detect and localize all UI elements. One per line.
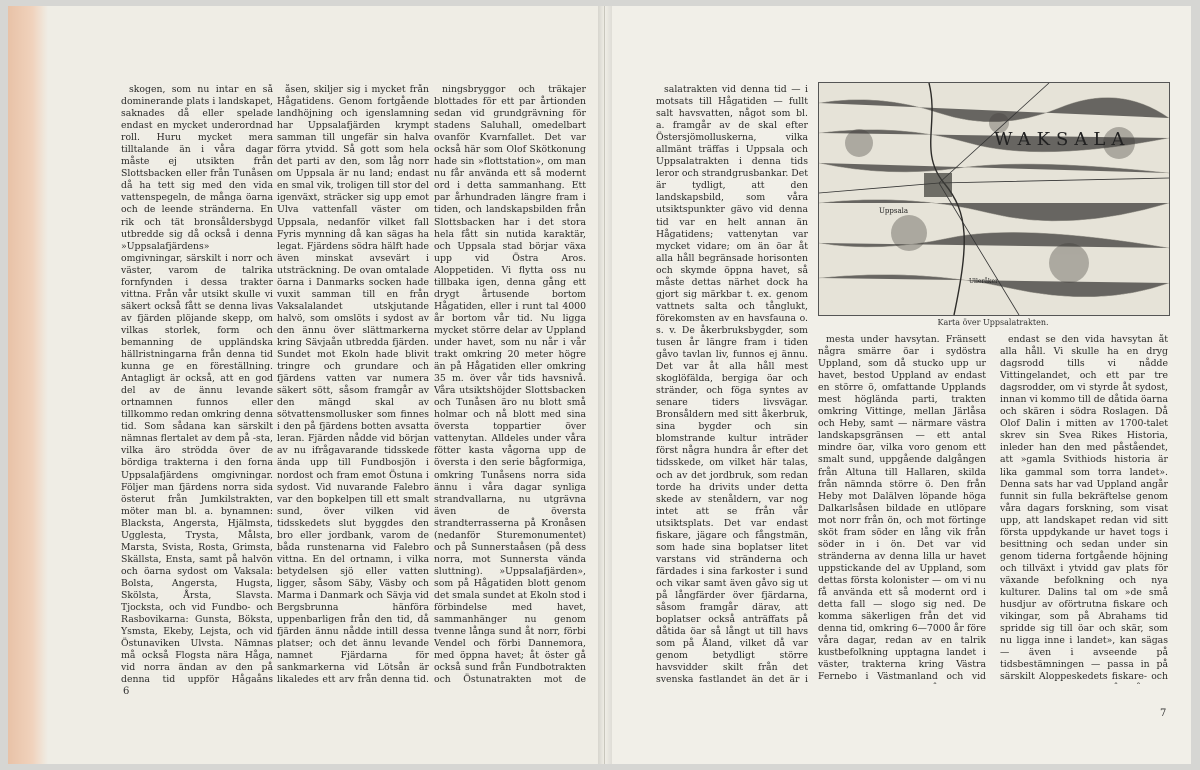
map-label-region: WAKSALA <box>994 129 1131 150</box>
map-label-place: Ulleråker <box>969 278 998 285</box>
column-text: ningsbryggor och träkajer blottades för ett par årtionden sedan vid grundgrävning för stadens Saluhall, omedelbart ovanför Kvarnfallet. Det var också här som Olof Skötkonung hade sin »flottstation», om man nu får använda ett så modernt ord i detta sammanhang. Ett par århundraden längre fram i tiden, och landskapsbilden från Slottsbacken har i det stora hela fått sin nutida karaktär, och Uppsala stad börjar växa upp vid Östra Aros. Aloppetiden. Vi flytta oss nu tillbaka igen, denna gång ett drygt årtusende bortom Hågatiden, eller i runt tal 4000 år bortom vår tid. Nu ligga mycket större delar av Uppland under havet, som nu når i vår trakt omkring 20 meter högre än på Hågatiden eller omkring 35 m. över vår tids havsnivå. Våra utsiktshöjder Slottsbacken och Tunåsen äro nu blott små holmar och nå blott med sina översta toppartier över vattenytan. Alldeles under våra fötter kasta vågorna upp de översta i den serie bågformiga, omkring Tunåsens norra sida ännu i våra dagar synliga strandvallarna, nu utgrävna även de översta strandterrasserna på Kronåsen (nedanför Sturemonumentet) och på Sunnerstaåsen (på dess norra, mot Sunnersta vända sluttning). »Uppsalafjärden», som på Hågatiden blott genom det smala sundet at Ekoln stod i förbindelse med havet, sammanhänger nu genom tvenne långa sund åt norr, förbi Vendel och förbi Dannemora, med öppna havet; åt öster gå också sund från Fundbotrakten och Östunatrakten mot de <box>434 84 586 684</box>
page-number-left: 6 <box>123 686 130 697</box>
column-text: mesta under havsytan. Fränsett några smärre öar i sydöstra Uppland, som då stucko upp ur havet, bestod Uppland av endast en större ö, omfattande Upplands mest höglända parti, trakten omkring Vittinge, mellan Järlåsa och Heby, samt — närmare västra landskapsgränsen — ett antal mindre öar, vilka voro genom ett smalt sund, uppgående dalgången från Altuna till Hallaren, skilda från nämnda större ö. Den från Heby mot Dalälven löpande höga Dalkarlsåsen bildade en utlöpare mot norr från ön, och mot förtinge sköt fram söder en lång vik från söder in i ön. Det var vid stränderna av denna lilla ur havet uppstickande del av Uppland, som dettas första kolonister — om vi nu få använda ett så modernt ord i detta fall — slogo sig ned. De komma säkerligen från det vid denna tid, omkring 6—7000 år före våra dagar, redan av en talrik kustbefolkning upptagna landet i väster, trakterna kring Västra Fernebo i Västmanland och vid <box>818 334 986 683</box>
left-page-edge <box>8 6 48 764</box>
map-figure <box>818 82 1170 316</box>
text-column-6 <box>1000 334 1168 684</box>
column-text: salatrakten vid denna tid — i motsats till Hågatiden — fullt salt havsvatten, något som bl. a. framgår av de skal efter Östersjömolluskerna, vilka allmänt träffas i Uppsala och Uppsalatrakten i denna tids leror och strandgrusbankar. Det är tydligt, att den landskapsbild, som våra utsiktspunkter gävo vid denna tid var en helt annan än Hågatidens; vattenytan var mycket vidare; om än öar åt alla håll begränsade horisonten och skymde öppna havet, så måste dettas närhet dock ha gjort sig märkbar t. ex. genom vattnets salta och tånglukt, förekomsten av en havsfauna o. s. v. De åkerbruksbygder, som tusen år längre fram i tiden gåvo tavlan liv, funnos ej ännu. Det var åt alla håll mest skoglöfälda, bergiga öar och stränder, och föga syntes av senare tiders livsvägar. Bronsåldern med sitt åkerbruk, sina bygder och sin blomstrande kultur inträder först några hundra år efter det tidsskede, om vilket här talas, och av det jordbruk, som redan torde ha drivits under detta skede av stenåldern, var nog intet att se från vår utsiktsplats. Det var endast fiskare, jägare och fångstmän, som hade sina boplatser litet varstans vid stränderna och färdades i sina farkoster i sund och vikar samt även gåvo sig ut på långfärder över fjärdarna, såsom framgår därav, att boplatser också anträffats på dåtida öar så långt ut till havs som på Åland, vilket då var genom betydligt större havsvidder skilt från det svenska fastlandet än det är i <box>656 84 808 684</box>
text-column-5 <box>818 334 986 684</box>
text-column-2 <box>277 84 429 684</box>
book-gutter <box>598 6 612 764</box>
text-column-4 <box>656 84 808 684</box>
column-text: skogen, som nu intar en så dominerande plats i landskapet, saknades då eller spelade endast en mycket underordnad roll. Huru mycket mera tilltalande än i våra dagar måste ej utsikten från Slottsbacken eller från Tunåsen då ha tett sig med den vida vattenspegeln, de många öarna och de leende stränderna. En rik och tät bronsåldersbygd utbredde sig då också i denna »Uppsalafjärdens» omgivningar, särskilt i norr och väster, varom de talrika fornfynden i dessa trakter vittna. Från vår utsikt skulle vi säkert också fått se denna livas av fjärden plöjande skepp, om vilkas storlek, form och bemanning de uppländska hällristningarna från denna tid kunna ge en föreställning. Antagligt är också, att en god del av de ännu levande ortnamnen funnos eller tillkommo redan omkring denna tid. Som sådana kan särskilt nämnas flertalet av dem på -sta, vilka äro strödda över de bördiga trakterna i den forna Uppsalafjärdens omgivningar. Följer man fjärdens norra sida österut från Jumkilstrakten, möter man bl. a. bynamnen: Blacksta, Angersta, Hjälmsta, Ugglesta, Trysta, Målsta, Marsta, Svista, Rosta, Grimsta, Skällsta, Ensta, samt på halvön och öarna sydost om Vaksala: Bolsta, Angersta, Hugsta, Skölsta, Årsta, Slavsta. Tjocksta, och vid Fundbo- och Rasbovikarna: Gunsta, Böksta, Ysmsta, Ekeby, Lejsta, och vid Östunaviken Ulvsta. Nämnas må också Flogsta nära Håga, vid norra ändan av den på denna tid uppför Hågaåns <box>121 84 273 684</box>
page-number-right: 7 <box>1160 708 1167 719</box>
map-illustration <box>819 83 1169 315</box>
map-caption: Karta över Uppsalatrakten. <box>937 318 1049 327</box>
text-column-1 <box>121 84 273 684</box>
text-column-3 <box>434 84 586 684</box>
column-text: åsen, skiljer sig i mycket från Hågatidens. Genom fortgående landhöjning och igenslamning har Uppsalafjärden krympt samman till ungefär sin halva förra ytvidd. Så gott som hela det parti av den, som låg norr om Uppsala är nu land; endast en smal vik, troligen till stor del igenväxt, sträcker sig upp emot Ulva vattenfall väster om Uppsala, nedanför vilket fall Fyris mynning då kan sägas ha legat. Fjärdens södra hälft hade även minskat avsevärt i utsträckning. De ovan omtalade öarna i Danmarks socken hade vuxit samman till en från Vaksalalandet utskjutande halvö, som omslöts i sydost av den ännu över slättmarkerna kring Sävjaån utbredda fjärden. Sundet mot Ekoln hade blivit tringre och grundare och fjärdens vatten var numera säkert sött, såsom framgår av den mängd skal av sötvattensmollusker som finnes i den på fjärdens botten avsatta leran. Fjärden nådde vid början av nu ifrågavarande tidsskede ända upp till Fundbosjön i nordost och fram emot Östuna i sydost. Vid nuvarande Falebro var den bopkelpen till ett smalt sund, över vilken vid tidsskedets slut byggdes den bro eller jordbank, varom de båda runstenarna vid Falebro vittna. En del ortnamn, i vilka betydelsen sjö eller vatten ligger, såsom Säby, Väsby och Marma i Danmark och Sävja vid Bergsbrunna hänföra uppenbarligen från den tid, då fjärden ännu nådde intill dessa platser; och det ännu levande namnet Fjärdarna för sankmarkerna vid Lötsån är likaledes ett arv från denna tid. <box>277 84 429 684</box>
map-label-town: Uppsala <box>879 207 909 215</box>
column-text: endast se den vida havsytan åt alla håll. Vi skulle ha en dryg dagsrodd tills vi nådde Vittingelandet, och ett par tre dagsrodder, om vi styrde åt sydost, innan vi kommo till de dåtida öarna och skären i södra Roslagen. Då Olof Dalin i mitten av 1700-talet skrev sin Svea Rikes Historia, inleder han den med påståendet, att »gamla Svithiods historia är lika gammal som torra landet». Denna sats har vad Uppland angår funnit sin fulla bekräftelse genom våra dagars forskning, som visat upp, att landskapet redan vid sitt första uppdykande ur havet togs i besittning och sedan under sin genom tiderna fortgående höjning och tillväxt i ytvidd gav plats för växande befolkning och nya kulturer. Dalins tal om »de små husdjur av oförtrutna fiskare och vikingar, som på Abrahams tid spridde sig till öar och skär, som nu ligga inne i landet», kan sägas — även i avseende på tidsbestämningen — passa in på särskilt Aloppeskedets fiskare- och <box>1000 334 1168 683</box>
